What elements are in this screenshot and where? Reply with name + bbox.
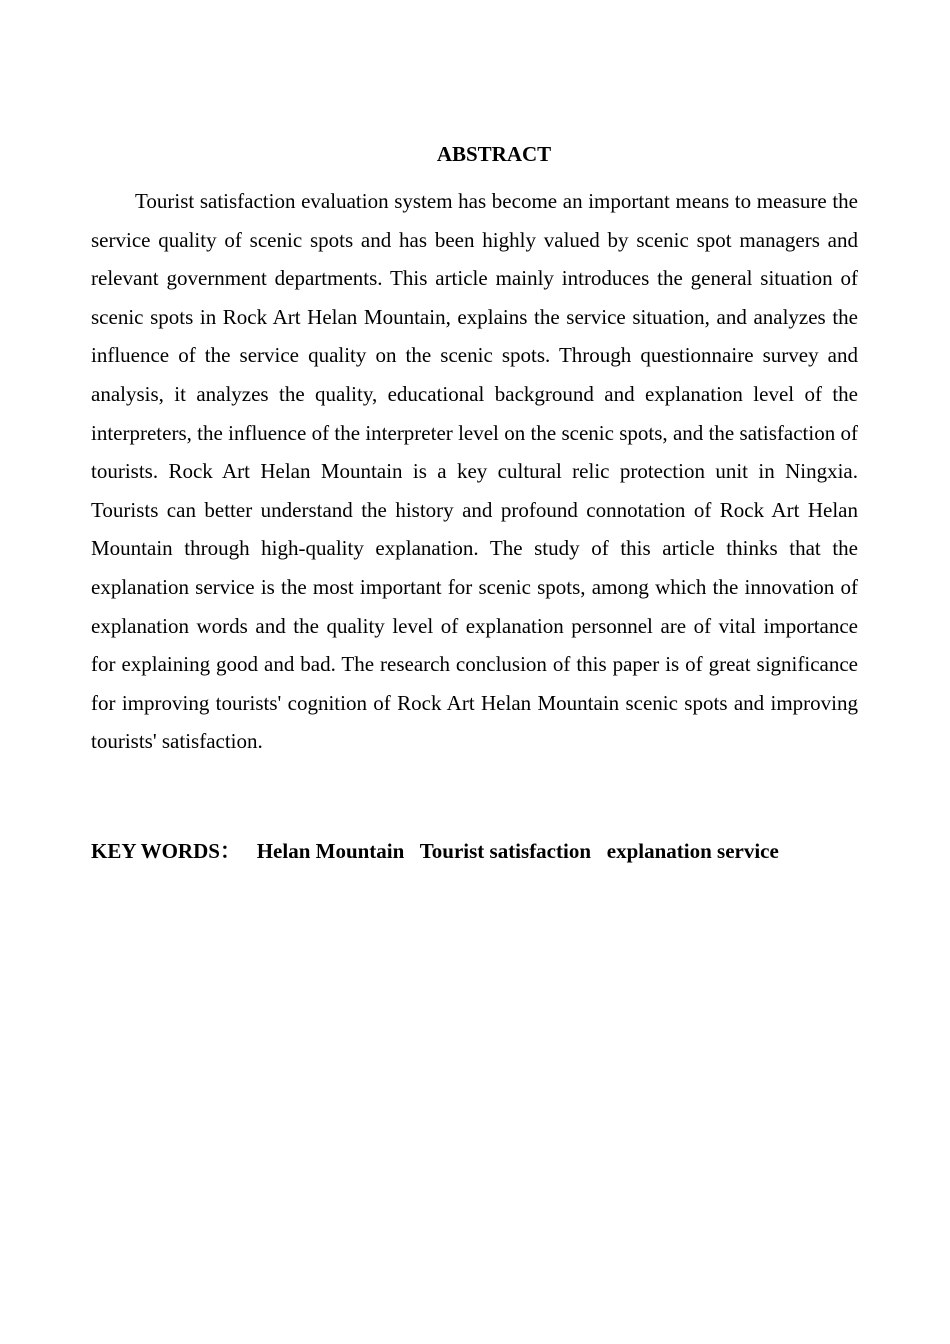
keywords-label: KEY WORDS： [91,839,241,863]
keyword-2: Tourist satisfaction [419,839,592,863]
abstract-heading: ABSTRACT [436,142,552,166]
keyword-3: explanation service [606,839,779,863]
keywords-line [91,837,897,865]
keyword-1: Helan Mountain [256,839,405,863]
abstract-body-text: Tourist satisfaction evaluation system has become an important means to measure the service quality of scenic spots and has been highly valued by scenic spot managers and relevant government departments. This article mainly introduces the general situation of scenic spots in Rock Art Helan Mountain, explains the service situation, and analyzes the influence of the service quality on the scenic spots. Through questionnaire survey and analysis, it analyzes the quality, educational background and explanation level of the interpreters, the influence of the interpreter level on the scenic spots, and the satisfaction of tourists. Rock Art Helan Mountain is a key cultural relic protection unit in Ningxia. Tourists can better understand the history and profound connotation of Rock Art Helan Mountain through high-quality explanation. The study of this article thinks that the explanation service is the most important for scenic spots, among which the innovation of explanation words and the quality level of explanation personnel are of vital importance for explaining good and bad. The research conclusion of this paper is of great significance for improving tourists' cognition of Rock Art Helan Mountain scenic spots and improving tourists' satisfaction. [91,189,858,754]
